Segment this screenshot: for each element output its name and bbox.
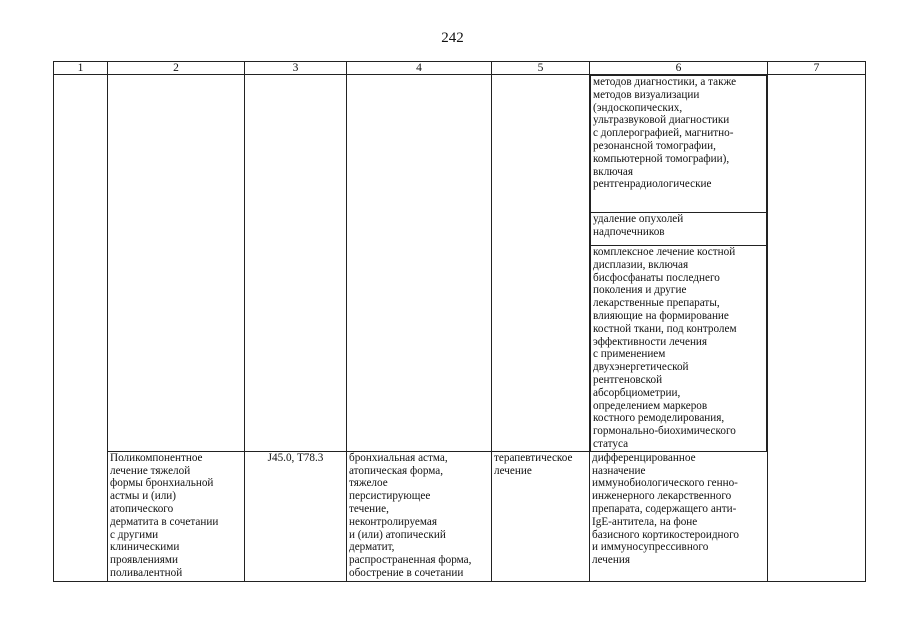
table-row-continuation [54, 75, 866, 452]
document-table [53, 61, 866, 582]
header-col-7: 7 [768, 62, 866, 75]
header-col-5: 5 [492, 62, 590, 75]
header-col-4: 4 [347, 62, 492, 75]
header-col-2: 2 [108, 62, 245, 75]
cell-col-1 [54, 75, 108, 582]
table-row-asthma [54, 451, 866, 581]
cell-col-5-treatment-type: терапевтическое лечение [492, 451, 590, 581]
method-item: методов диагностики, а также методов визуализации (эндоскопических, ультразвуковой диагностики с доплерографией, магнитно- резонансной томографии, компьютерной томографии), включая рентгенрадиологические [591, 76, 767, 213]
method-item: удаление опухолей надпочечников [591, 213, 767, 246]
cell-col-3-empty [245, 75, 347, 452]
cell-col-2-empty [108, 75, 245, 452]
cell-col-3-icd-codes: J45.0, T78.3 [245, 451, 347, 581]
cell-col-5-empty [492, 75, 590, 452]
method-item: комплексное лечение костной дисплазии, включая бисфосфанаты последнего поколения и другие лекарственные препараты, влияющие на формирование костной ткани, под контролем эффективности лечения с применением двухэнергетической рентгеновской абсорбциометрии, определением маркеров костного ремоделирования, гормонально-биохимического статуса [591, 246, 767, 451]
header-col-1: 1 [54, 62, 108, 75]
cell-col-2-treatment-name: Поликомпонентное лечение тяжелой формы бронхиальной астмы и (или) атопического дерматита в сочетании с другими клиническими проявлениями поливалентной [108, 451, 245, 581]
header-col-3: 3 [245, 62, 347, 75]
cell-col-4-diagnosis: бронхиальная астма, атопическая форма, тяжелое персистирующее течение, неконтролируемая и (или) атопический дерматит, распространенная форма, обострение в сочетании [347, 451, 492, 581]
methods-subtable [590, 75, 767, 451]
page-number: 242 [441, 30, 464, 46]
header-row [54, 62, 866, 75]
cell-col-6-method: дифференцированное назначение иммунобиологического генно- инженерного лекарственного препарата, содержащего анти- IgE-антитела, на фоне базисного кортикостероидного и иммуносупрессивного лечения [590, 451, 768, 581]
cell-col-7 [768, 75, 866, 582]
cell-col-4-empty [347, 75, 492, 452]
cell-col-6-methods [590, 75, 768, 452]
header-col-6: 6 [590, 62, 768, 75]
